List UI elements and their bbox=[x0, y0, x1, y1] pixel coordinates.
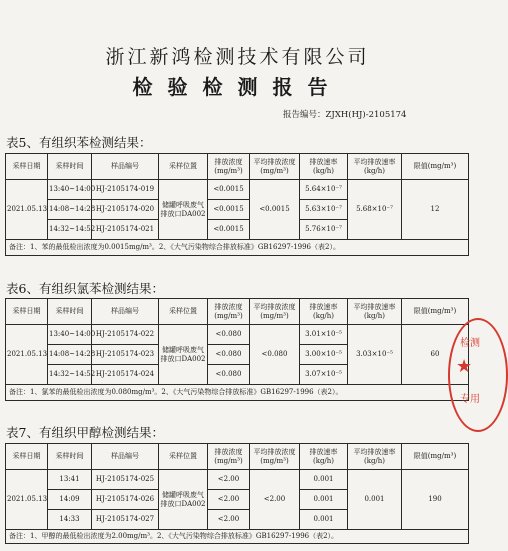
emission-rate: 3.07×10⁻⁵ bbox=[300, 365, 348, 385]
header-date: 采样日期 bbox=[6, 299, 48, 325]
emission-conc: <0.080 bbox=[208, 345, 250, 365]
emission-conc: <0.0015 bbox=[208, 180, 250, 200]
table-5-title: 表5、有组织苯检测结果： bbox=[6, 135, 152, 150]
sample-time: 14:33 bbox=[48, 510, 92, 530]
sample-time: 14:09 bbox=[48, 490, 92, 510]
sample-no: HJ-2105174-023 bbox=[92, 345, 159, 365]
sample-no: HJ-2105174-020 bbox=[92, 200, 159, 220]
header-avg-rate: 平均排放速率(kg/h) bbox=[348, 154, 402, 180]
table-row bbox=[6, 325, 469, 345]
header-location: 采样位置 bbox=[159, 299, 208, 325]
table-row bbox=[6, 180, 469, 200]
sample-no: HJ-2105174-019 bbox=[92, 180, 159, 200]
sample-no: HJ-2105174-025 bbox=[92, 470, 159, 490]
stamp-text-bottom: 专用 bbox=[460, 394, 480, 405]
stamp-star-icon: ★ bbox=[456, 356, 473, 377]
sample-no: HJ-2105174-022 bbox=[92, 325, 159, 345]
sample-no: HJ-2105174-024 bbox=[92, 365, 159, 385]
header-sample-no: 样品编号 bbox=[92, 154, 159, 180]
report-number: 报告编号：ZJXH(HJ)-2105174 bbox=[283, 110, 407, 120]
table-note: 备注：1、氯苯的最低检出浓度为0.080mg/m³。2、《大气污染物综合排放标准》GB16297-1996（表2）。 bbox=[6, 385, 469, 401]
header-limit: 限值(mg/m³) bbox=[402, 154, 469, 180]
header-date: 采样日期 bbox=[6, 154, 48, 180]
header-time: 采样时间 bbox=[48, 154, 92, 180]
header-avg-rate: 平均排放速率(kg/h) bbox=[348, 299, 402, 325]
sample-location: 储罐呼吸废气排放口DA002 bbox=[159, 470, 208, 530]
emission-conc: <2.00 bbox=[208, 470, 250, 490]
avg-conc: <0.0015 bbox=[250, 180, 300, 240]
header-location: 采样位置 bbox=[159, 444, 208, 470]
sample-time: 14:32~14:52 bbox=[48, 365, 92, 385]
emission-conc: <0.080 bbox=[208, 365, 250, 385]
avg-rate: 3.03×10⁻⁵ bbox=[348, 325, 402, 385]
limit-value: 12 bbox=[402, 180, 469, 240]
emission-conc: <0.0015 bbox=[208, 220, 250, 240]
header-sample-no: 样品编号 bbox=[92, 444, 159, 470]
emission-rate: 3.00×10⁻⁵ bbox=[300, 345, 348, 365]
header-rate: 排放速率(kg/h) bbox=[300, 444, 348, 470]
emission-conc: <0.0015 bbox=[208, 200, 250, 220]
header-rate: 排放速率(kg/h) bbox=[300, 299, 348, 325]
header-conc: 排放浓度(mg/m³) bbox=[208, 444, 250, 470]
avg-conc: <0.080 bbox=[250, 325, 300, 385]
sample-time: 13:41 bbox=[48, 470, 92, 490]
avg-rate: 0.001 bbox=[348, 470, 402, 530]
header-avg-conc: 平均排放浓度(mg/m³) bbox=[250, 444, 300, 470]
header-limit: 限值(mg/m³) bbox=[402, 444, 469, 470]
chlorobenzene-result-table bbox=[5, 298, 469, 401]
company-name: 浙江新鸿检测技术有限公司 bbox=[105, 46, 370, 68]
sample-location: 储罐呼吸废气排放口DA002 bbox=[159, 325, 208, 385]
table-7-title: 表7、有组织甲醇检测结果： bbox=[6, 425, 164, 440]
sample-time: 14:32~14:52 bbox=[48, 220, 92, 240]
sample-no: HJ-2105174-021 bbox=[92, 220, 159, 240]
sample-time: 13:40~14:00 bbox=[48, 325, 92, 345]
header-conc: 排放浓度(mg/m³) bbox=[208, 154, 250, 180]
avg-rate: 5.68×10⁻⁷ bbox=[348, 180, 402, 240]
header-limit: 限值(mg/m³) bbox=[402, 299, 469, 325]
table-note: 备注：1、甲醇的最低检出浓度为2.00mg/m³。2、《大气污染物综合排放标准》GB16297-1996（表2）。 bbox=[6, 530, 469, 544]
emission-rate: 5.64×10⁻⁷ bbox=[300, 180, 348, 200]
limit-value: 190 bbox=[402, 470, 469, 530]
emission-rate: 0.001 bbox=[300, 490, 348, 510]
sample-location: 储罐呼吸废气排放口DA002 bbox=[159, 180, 208, 240]
header-conc: 排放浓度(mg/m³) bbox=[208, 299, 250, 325]
sample-no: HJ-2105174-027 bbox=[92, 510, 159, 530]
table-row bbox=[6, 470, 469, 490]
header-avg-conc: 平均排放浓度(mg/m³) bbox=[250, 299, 300, 325]
emission-rate: 5.76×10⁻⁷ bbox=[300, 220, 348, 240]
header-time: 采样时间 bbox=[48, 444, 92, 470]
emission-rate: 3.01×10⁻⁵ bbox=[300, 325, 348, 345]
benzene-result-table bbox=[5, 153, 469, 256]
sample-date: 2021.05.13 bbox=[6, 180, 48, 240]
sample-no: HJ-2105174-026 bbox=[92, 490, 159, 510]
header-sample-no: 样品编号 bbox=[92, 299, 159, 325]
emission-rate: 0.001 bbox=[300, 470, 348, 490]
header-avg-rate: 平均排放速率(kg/h) bbox=[348, 444, 402, 470]
sample-date: 2021.05.13 bbox=[6, 325, 48, 385]
limit-value: 60 bbox=[402, 325, 469, 385]
emission-conc: <2.00 bbox=[208, 490, 250, 510]
sample-time: 13:40~14:00 bbox=[48, 180, 92, 200]
avg-conc: <2.00 bbox=[250, 470, 300, 530]
emission-conc: <2.00 bbox=[208, 510, 250, 530]
header-time: 采样时间 bbox=[48, 299, 92, 325]
table-note: 备注：1、苯的最低检出浓度为0.0015mg/m³。2、《大气污染物综合排放标准》GB16297-1996（表2）。 bbox=[6, 240, 469, 256]
emission-conc: <0.080 bbox=[208, 325, 250, 345]
header-avg-conc: 平均排放浓度(mg/m³) bbox=[250, 154, 300, 180]
emission-rate: 0.001 bbox=[300, 510, 348, 530]
inspection-stamp bbox=[448, 318, 508, 432]
header-rate: 排放速率(kg/h) bbox=[300, 154, 348, 180]
sample-date: 2021.05.13 bbox=[6, 470, 48, 530]
methanol-result-table bbox=[5, 443, 469, 544]
header-date: 采样日期 bbox=[6, 444, 48, 470]
emission-rate: 5.63×10⁻⁷ bbox=[300, 200, 348, 220]
stamp-text-top: 检测 bbox=[460, 338, 480, 349]
header-location: 采样位置 bbox=[159, 154, 208, 180]
sample-time: 14:08~14:28 bbox=[48, 345, 92, 365]
report-title: 检验检测报告 bbox=[132, 75, 343, 99]
sample-time: 14:08~14:28 bbox=[48, 200, 92, 220]
table-6-title: 表6、有组织氯苯检测结果： bbox=[6, 281, 164, 296]
